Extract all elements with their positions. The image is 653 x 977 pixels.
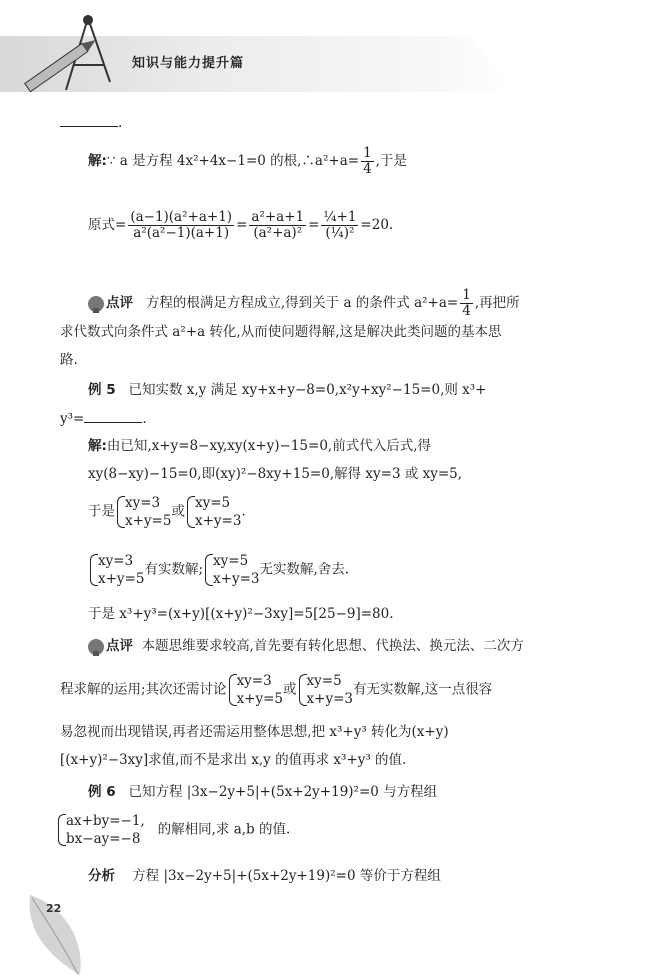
solution-5-line-1: 解:由已知,x+y=8−xy,xy(x+y)−15=0,前式代入后式,得 (88, 438, 431, 454)
lightbulb-icon (88, 639, 104, 655)
solution-5-line-3: 于是 xy=3 x+y=5 或 xy=5 x+y=3 . (88, 495, 246, 529)
answer-blank-line: . (60, 112, 122, 133)
equation-system: xy=3 x+y=5 (227, 672, 283, 708)
answer-blank (60, 112, 118, 127)
comment-2-line-3: 易忽视而出现错误,再者还需运用整体思想,把 x³+y³ 转化为(x+y) (60, 724, 449, 740)
compass-pencil-icon (18, 10, 128, 100)
page-number: 22 (46, 902, 62, 915)
comment-1-line-3: 路. (60, 352, 78, 368)
header-slant (470, 36, 515, 92)
analysis-line: 分析 方程 |3x−2y+5|+(5x+2y+19)²=0 等价于方程组 (88, 868, 441, 884)
fraction: $\frac{\text{¼+1}}{\text{(¼)²}}$ (323, 209, 357, 241)
solution-5-line-4: xy=3 x+y=5 有实数解; xy=5 x+y=3 无实数解,舍去. (88, 552, 349, 588)
comment-2-line-1: 点评 本题思维要求较高,首先要有转化思想、代换法、换元法、二次方 (88, 636, 524, 656)
answer-blank (84, 408, 142, 423)
solution-5-line-2: xy(8−xy)−15=0,即(xy)²−8xy+15=0,解得 xy=3 或 xy=5, (88, 466, 463, 482)
equation-system: xy=5 x+y=3 (297, 672, 353, 708)
comment-2-line-2: 程求解的运用;其次还需讨论 xy=3 x+y=5 或 xy=5 x+y=3 有无实数解,这一点很容 (60, 673, 493, 707)
fraction: $\frac{\text{a²+a+1}}{\text{(a²+a)²}}$ (251, 209, 305, 241)
equation-system: xy=3 x+y=5 (115, 494, 171, 530)
equation-system: ax+by=−1, bx−ay=−8 (56, 812, 145, 848)
comment-2-line-4: [(x+y)²−3xy]求值,而不是求出 x,y 的值再求 x³+y³ 的值. (60, 752, 407, 768)
solution-line: 解:∵ a 是方程 4x²+4x−1=0 的根,∴a²+a= $\frac{1}{4}$ ,于是 (88, 145, 407, 177)
fraction: $\frac{1}{4}$ (363, 145, 372, 177)
comment-1-line-2: 求代数式向条件式 a²+a 转化,从而使问题得解,这是解决此类问题的基本思 (60, 324, 502, 340)
example-6-line-2: ax+by=−1, bx−ay=−8 的解相同,求 a,b 的值. (56, 812, 290, 848)
fraction: $\frac{\text{(a−1)(a²+a+1)}}{\text{a²(a²−1)(a+1)}}$ (130, 209, 233, 241)
formula-line: 原式= $\frac{\text{(a−1)(a²+a+1)}}{\text{a²(a²−1)(a+1)}}$ = $\frac{\text{a²+a+1}}{\text{(a²+a)²}}$ = $\frac{\text{¼+1}}{\text{(¼)²}}$ =20. (88, 209, 394, 241)
example-6-line-1: 例 6 已知方程 |3x−2y+5|+(5x+2y+19)²=0 与方程组 (88, 784, 438, 800)
equation-system: xy=5 x+y=3 (185, 494, 241, 530)
equation-system: xy=5 x+y=3 (203, 552, 259, 588)
page-header-title: 知识与能力提升篇 (132, 56, 245, 71)
lightbulb-icon (88, 296, 104, 312)
comment-1-line-1: 点评 方程的根满足方程成立,得到关于 a 的条件式 a²+a= $\frac{1}{4}$ ,再把所 (88, 288, 520, 319)
example-5-line-1: 例 5 已知实数 x,y 满足 xy+x+y−8=0,x²y+xy²−15=0,则 x³+ (88, 382, 487, 398)
fraction: $\frac{1}{4}$ (462, 287, 471, 319)
example-5-line-2: y³= . (60, 408, 147, 429)
solution-5-line-5: 于是 x³+y³=(x+y)[(x+y)²−3xy]=5[25−9]=80. (88, 606, 394, 622)
equation-system: xy=3 x+y=5 (88, 552, 144, 588)
